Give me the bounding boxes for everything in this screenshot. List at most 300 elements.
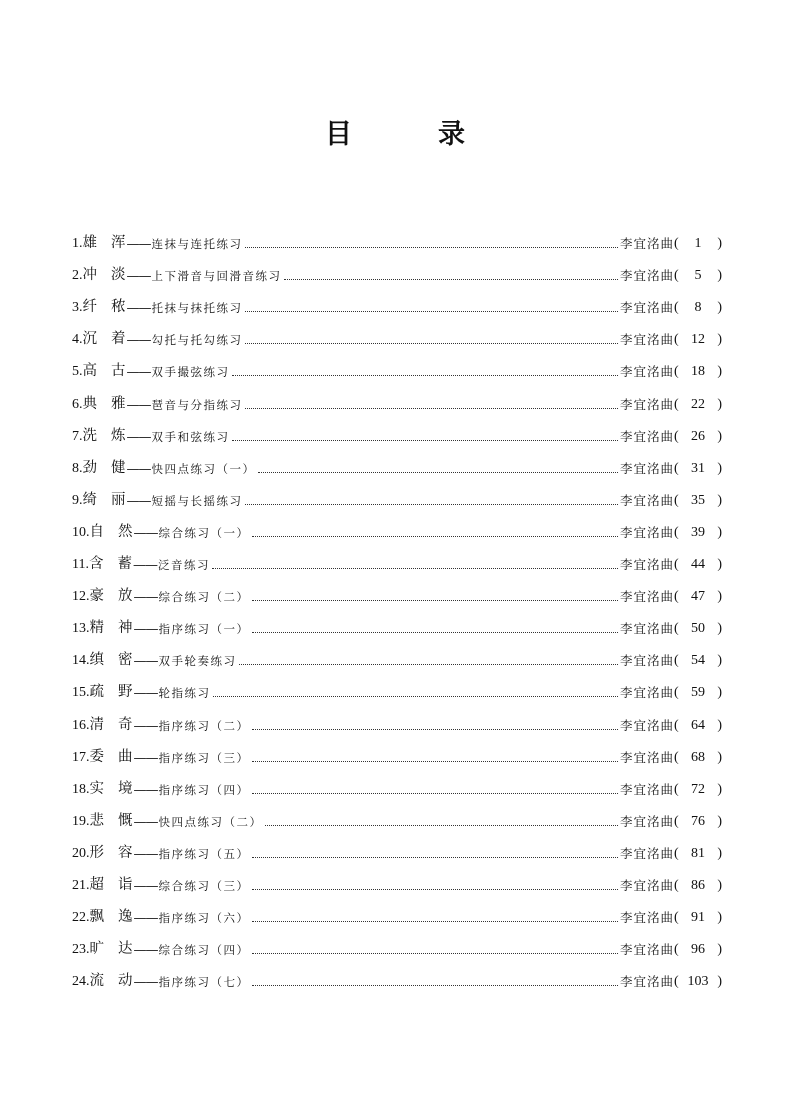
dot-leader (252, 632, 618, 633)
entry-title (90, 969, 133, 990)
toc-entry[interactable] (72, 220, 722, 252)
entry-title (90, 873, 133, 894)
entry-title-char-1: 旷 (89, 941, 104, 958)
paren-close: ) (717, 621, 722, 637)
toc-entry[interactable] (72, 926, 722, 958)
entry-page-number: 26 (691, 428, 705, 444)
toc-entry[interactable] (72, 284, 722, 316)
entry-page-ref (674, 461, 722, 477)
entry-number: 12. (72, 589, 90, 605)
entry-title-char-2: 然 (118, 523, 133, 540)
entry-composer: 李宜洺曲 (619, 236, 674, 252)
entry-page-ref (674, 557, 722, 573)
entry-page-number: 1 (694, 236, 702, 252)
paren-open: ( (674, 974, 679, 990)
entry-title (90, 616, 133, 637)
entry-title (90, 841, 133, 862)
entry-dash: —— (133, 622, 158, 638)
entry-title (83, 327, 126, 348)
entry-number: 9. (72, 492, 83, 508)
paren-close: ) (717, 332, 722, 348)
entry-title-char-1: 缜 (89, 652, 104, 669)
entry-topic: 综合练习（一） (158, 525, 250, 540)
entry-dash: —— (133, 750, 158, 766)
entry-page-ref (674, 236, 722, 252)
dot-leader (252, 600, 618, 601)
entry-title-char-2: 雅 (111, 395, 126, 412)
entry-topic: 指序练习（二） (158, 718, 250, 733)
entry-page-ref (674, 589, 722, 605)
entry-dash: —— (126, 365, 151, 381)
entry-composer: 李宜洺曲 (619, 460, 674, 476)
dot-leader (252, 729, 618, 730)
entry-composer: 李宜洺曲 (619, 621, 674, 637)
entry-topic: 连抹与连托练习 (151, 237, 243, 252)
entry-page-number: 81 (691, 845, 705, 861)
title-char-1: 目 (325, 119, 352, 150)
entry-number: 11. (72, 557, 89, 573)
entry-title-char-1: 含 (88, 556, 104, 573)
dot-leader (213, 696, 618, 697)
dot-leader (232, 375, 618, 376)
entry-number: 6. (72, 396, 83, 412)
paren-close: ) (717, 589, 722, 605)
paren-open: ( (674, 236, 679, 252)
toc-entry[interactable] (72, 605, 722, 637)
entry-title-char-1: 流 (89, 973, 104, 990)
entry-topic: 托抹与抹托练习 (151, 301, 243, 316)
entry-page-ref (674, 814, 722, 830)
entry-composer: 李宜洺曲 (619, 942, 674, 958)
entry-number: 10. (72, 524, 90, 540)
paren-open: ( (674, 332, 679, 348)
entry-page-ref (674, 429, 722, 445)
page-title (0, 112, 790, 151)
entry-composer: 李宜洺曲 (619, 749, 674, 765)
paren-open: ( (674, 845, 679, 861)
entry-title-char-1: 典 (82, 395, 97, 412)
entry-topic: 琶音与分指练习 (151, 397, 243, 412)
entry-title (83, 392, 126, 413)
entry-page-ref (674, 878, 722, 894)
entry-dash: —— (133, 654, 158, 670)
dot-leader (284, 279, 618, 280)
entry-dash: —— (126, 301, 151, 317)
toc-entry[interactable] (72, 573, 722, 605)
paren-close: ) (717, 557, 722, 573)
entry-title (83, 456, 126, 477)
entry-title-char-1: 豪 (89, 588, 104, 605)
entry-title-char-1: 自 (89, 523, 104, 540)
entry-page-number: 103 (687, 974, 709, 990)
paren-open: ( (674, 268, 679, 284)
entry-title-char-1: 绮 (82, 491, 97, 508)
entry-title-char-1: 疏 (89, 684, 104, 701)
entry-topic: 双手轮奏练习 (158, 654, 237, 669)
entry-title (90, 777, 133, 798)
paren-close: ) (717, 460, 722, 476)
entry-title (90, 937, 133, 958)
entry-dash: —— (126, 333, 151, 349)
entry-title-char-2: 健 (111, 459, 126, 476)
toc-entry[interactable] (72, 766, 722, 798)
entry-page-ref (674, 942, 722, 958)
entry-page-number: 50 (691, 621, 705, 637)
dot-leader (232, 440, 618, 441)
entry-composer: 李宜洺曲 (619, 653, 674, 669)
toc-entry[interactable] (72, 316, 722, 348)
entry-page-number: 44 (691, 557, 705, 573)
entry-topic: 综合练习（三） (158, 878, 250, 893)
entry-page-ref (674, 782, 722, 798)
entry-topic: 指序练习（三） (158, 750, 250, 765)
entry-page-number: 72 (691, 781, 705, 797)
entry-topic: 指序练习（四） (158, 782, 250, 797)
entry-page-ref (674, 846, 722, 862)
entry-title-char-2: 野 (118, 684, 133, 701)
entry-title-char-2: 逸 (118, 909, 133, 926)
paren-open: ( (674, 492, 679, 508)
dot-leader (252, 857, 618, 858)
entry-page-number: 68 (691, 749, 705, 765)
entry-topic: 指序练习（五） (158, 846, 250, 861)
dot-leader (252, 536, 618, 537)
paren-close: ) (717, 653, 722, 669)
entry-page-number: 86 (691, 877, 705, 893)
dot-leader (252, 889, 618, 890)
paren-close: ) (717, 813, 722, 829)
entry-composer: 李宜洺曲 (619, 300, 674, 316)
entry-page-number: 12 (691, 332, 705, 348)
entry-page-number: 31 (691, 460, 705, 476)
toc-entry[interactable] (72, 894, 722, 926)
dot-leader (245, 504, 618, 505)
entry-page-ref (674, 525, 722, 541)
entry-number: 19. (72, 813, 90, 829)
entry-title-char-2: 浑 (111, 235, 126, 252)
entry-title-char-1: 雄 (82, 235, 97, 252)
entry-topic: 双手和弦练习 (151, 429, 230, 444)
entry-title (90, 905, 133, 926)
entry-title-char-2: 动 (118, 973, 133, 990)
entry-composer: 李宜洺曲 (619, 332, 674, 348)
dot-leader (212, 568, 618, 569)
entry-composer: 李宜洺曲 (619, 428, 674, 444)
paren-open: ( (674, 749, 679, 765)
entry-page-ref (674, 910, 722, 926)
entry-composer: 李宜洺曲 (619, 910, 674, 926)
dot-leader (265, 825, 618, 826)
entry-page-ref (674, 718, 722, 734)
entry-dash: —— (126, 397, 151, 413)
entry-title-char-1: 冲 (82, 267, 97, 284)
entry-number: 5. (72, 364, 83, 380)
entry-title (89, 552, 132, 573)
toc-entry[interactable] (72, 413, 722, 445)
toc-entry[interactable] (72, 669, 722, 701)
entry-title-char-1: 劲 (82, 459, 97, 476)
entry-dash: —— (126, 429, 151, 445)
entry-dash: —— (133, 782, 158, 798)
entry-title (90, 745, 133, 766)
entry-title-char-1: 超 (89, 876, 104, 893)
entry-title (90, 713, 133, 734)
entry-dash: —— (133, 878, 158, 894)
paren-close: ) (717, 749, 722, 765)
entry-title-char-2: 密 (118, 652, 133, 669)
entry-title (90, 809, 133, 830)
entry-composer: 李宜洺曲 (619, 557, 674, 573)
entry-title-char-2: 淡 (111, 267, 126, 284)
paren-close: ) (717, 974, 722, 990)
paren-close: ) (717, 428, 722, 444)
dot-leader (245, 408, 618, 409)
entry-title-char-1: 纤 (82, 299, 97, 316)
entry-page-number: 18 (691, 364, 705, 380)
entry-title (90, 520, 133, 541)
entry-composer: 李宜洺曲 (619, 396, 674, 412)
dot-leader (252, 761, 618, 762)
entry-title-char-1: 高 (82, 363, 97, 380)
dot-leader (252, 985, 618, 986)
entry-title-char-2: 诣 (118, 876, 133, 893)
entry-page-number: 54 (691, 653, 705, 669)
paren-close: ) (717, 877, 722, 893)
entry-title (83, 263, 126, 284)
entry-topic: 快四点练习（一） (151, 461, 256, 476)
entry-dash: —— (133, 814, 158, 830)
toc-entry[interactable] (72, 252, 722, 284)
entry-title-char-2: 奇 (118, 716, 133, 733)
entry-composer: 李宜洺曲 (619, 492, 674, 508)
entry-title (83, 359, 126, 380)
entry-number: 1. (72, 236, 83, 252)
entry-dash: —— (133, 846, 158, 862)
dot-leader (245, 343, 618, 344)
toc-entry[interactable] (72, 541, 722, 573)
paren-close: ) (717, 396, 722, 412)
entry-composer: 李宜洺曲 (619, 974, 674, 990)
entry-topic: 指序练习（六） (158, 911, 250, 926)
entry-dash: —— (133, 943, 158, 959)
entry-title-char-2: 达 (118, 941, 133, 958)
paren-close: ) (717, 910, 722, 926)
paren-close: ) (717, 845, 722, 861)
entry-title-char-1: 沉 (82, 331, 97, 348)
entry-number: 17. (72, 749, 90, 765)
entry-title-char-1: 实 (89, 780, 104, 797)
paren-close: ) (717, 364, 722, 380)
paren-open: ( (674, 910, 679, 926)
paren-close: ) (717, 942, 722, 958)
toc-entry[interactable] (72, 701, 722, 733)
entry-title (90, 648, 133, 669)
entry-title-char-2: 丽 (111, 491, 126, 508)
toc-entry[interactable] (72, 445, 722, 477)
entry-dash: —— (126, 237, 151, 253)
entry-number: 3. (72, 300, 83, 316)
paren-open: ( (674, 685, 679, 701)
entry-number: 13. (72, 621, 90, 637)
entry-page-number: 76 (691, 813, 705, 829)
toc-entry[interactable] (72, 862, 722, 894)
entry-title (83, 488, 126, 509)
dot-leader (252, 953, 618, 954)
entry-number: 16. (72, 717, 90, 733)
entry-title-char-2: 曲 (118, 748, 133, 765)
paren-open: ( (674, 524, 679, 540)
entry-title-char-2: 放 (118, 588, 133, 605)
entry-title-char-1: 精 (89, 620, 104, 637)
entry-page-number: 59 (691, 685, 705, 701)
entry-composer: 李宜洺曲 (619, 268, 674, 284)
entry-title-char-2: 神 (118, 620, 133, 637)
entry-title-char-2: 炼 (111, 427, 126, 444)
dot-leader (245, 311, 618, 312)
paren-close: ) (717, 492, 722, 508)
entry-topic: 指序练习（一） (158, 622, 250, 637)
entry-title-char-2: 着 (111, 331, 126, 348)
entry-dash: —— (133, 718, 158, 734)
toc-entry[interactable] (72, 734, 722, 766)
entry-title-char-2: 容 (118, 844, 133, 861)
dot-leader (258, 472, 618, 473)
entry-topic: 勾托与托勾练习 (151, 333, 243, 348)
entry-title-char-1: 飘 (89, 909, 104, 926)
entry-number: 24. (72, 974, 90, 990)
paren-open: ( (674, 396, 679, 412)
dot-leader (252, 921, 618, 922)
paren-open: ( (674, 717, 679, 733)
entry-page-ref (674, 364, 722, 380)
entry-topic: 指序练习（七） (158, 975, 250, 990)
entry-page-ref (674, 685, 722, 701)
dot-leader (239, 664, 618, 665)
paren-open: ( (674, 781, 679, 797)
entry-topic: 综合练习（四） (158, 943, 250, 958)
toc-entry[interactable] (72, 348, 722, 380)
entry-number: 2. (72, 268, 83, 284)
paren-open: ( (674, 460, 679, 476)
entry-title-char-1: 清 (89, 716, 104, 733)
entry-title-char-1: 悲 (89, 812, 104, 829)
entry-composer: 李宜洺曲 (619, 364, 674, 380)
entry-composer: 李宜洺曲 (619, 781, 674, 797)
entry-page-number: 91 (691, 910, 705, 926)
entry-topic: 综合练习（二） (158, 590, 250, 605)
entry-page-number: 64 (691, 717, 705, 733)
entry-dash: —— (133, 686, 158, 702)
entry-page-ref (674, 653, 722, 669)
title-char-2: 录 (438, 119, 465, 150)
entry-title (83, 424, 126, 445)
entry-page-number: 96 (691, 942, 705, 958)
entry-title-char-2: 古 (111, 363, 126, 380)
entry-number: 20. (72, 845, 90, 861)
paren-open: ( (674, 813, 679, 829)
dot-leader (245, 247, 618, 248)
paren-open: ( (674, 557, 679, 573)
paren-open: ( (674, 428, 679, 444)
paren-close: ) (717, 781, 722, 797)
entry-number: 15. (72, 685, 90, 701)
toc-entry[interactable] (72, 637, 722, 669)
entry-title-char-2: 秾 (111, 299, 126, 316)
entry-dash: —— (133, 590, 158, 606)
entry-number: 18. (72, 781, 90, 797)
toc-entry[interactable] (72, 830, 722, 862)
paren-close: ) (717, 300, 722, 316)
paren-close: ) (717, 268, 722, 284)
entry-composer: 李宜洺曲 (619, 589, 674, 605)
toc-entry[interactable] (72, 509, 722, 541)
toc-entry[interactable] (72, 477, 722, 509)
paren-open: ( (674, 364, 679, 380)
entry-topic: 双手撮弦练习 (151, 365, 230, 380)
paren-close: ) (717, 236, 722, 252)
entry-number: 14. (72, 653, 90, 669)
entry-page-number: 5 (694, 268, 702, 284)
entry-page-ref (674, 332, 722, 348)
entry-title (90, 680, 133, 701)
toc-entry[interactable] (72, 380, 722, 412)
entry-page-ref (674, 750, 722, 766)
entry-page-number: 35 (691, 492, 705, 508)
toc-entry[interactable] (72, 958, 722, 990)
entry-number: 8. (72, 460, 83, 476)
entry-title-char-1: 委 (89, 748, 104, 765)
entry-topic: 快四点练习（二） (158, 814, 263, 829)
paren-open: ( (674, 942, 679, 958)
entry-dash: —— (133, 525, 158, 541)
toc-entry[interactable] (72, 798, 722, 830)
entry-topic: 轮指练习 (158, 686, 211, 701)
entry-dash: —— (126, 493, 151, 509)
entry-composer: 李宜洺曲 (619, 685, 674, 701)
paren-close: ) (717, 685, 722, 701)
entry-dash: —— (126, 269, 151, 285)
entry-number: 7. (72, 428, 83, 444)
toc-list (72, 220, 722, 990)
entry-composer: 李宜洺曲 (619, 524, 674, 540)
entry-dash: —— (132, 558, 157, 574)
entry-topic: 泛音练习 (157, 558, 210, 573)
entry-topic: 上下滑音与回滑音练习 (151, 269, 282, 284)
entry-page-number: 39 (691, 524, 705, 540)
paren-open: ( (674, 653, 679, 669)
entry-number: 22. (72, 910, 90, 926)
entry-title-char-2: 蓄 (117, 556, 132, 573)
entry-number: 23. (72, 942, 90, 958)
entry-dash: —— (126, 461, 151, 477)
entry-page-number: 22 (691, 396, 705, 412)
paren-close: ) (717, 717, 722, 733)
entry-page-ref (674, 493, 722, 509)
dot-leader (252, 793, 618, 794)
paren-open: ( (674, 877, 679, 893)
entry-page-ref (674, 397, 722, 413)
entry-dash: —— (133, 911, 158, 927)
entry-page-number: 8 (694, 300, 702, 316)
entry-page-ref (674, 974, 722, 990)
entry-composer: 李宜洺曲 (619, 877, 674, 893)
entry-title (90, 584, 133, 605)
entry-page-ref (674, 268, 722, 284)
entry-title (83, 231, 126, 252)
entry-title (83, 295, 126, 316)
entry-page-ref (674, 300, 722, 316)
paren-open: ( (674, 300, 679, 316)
